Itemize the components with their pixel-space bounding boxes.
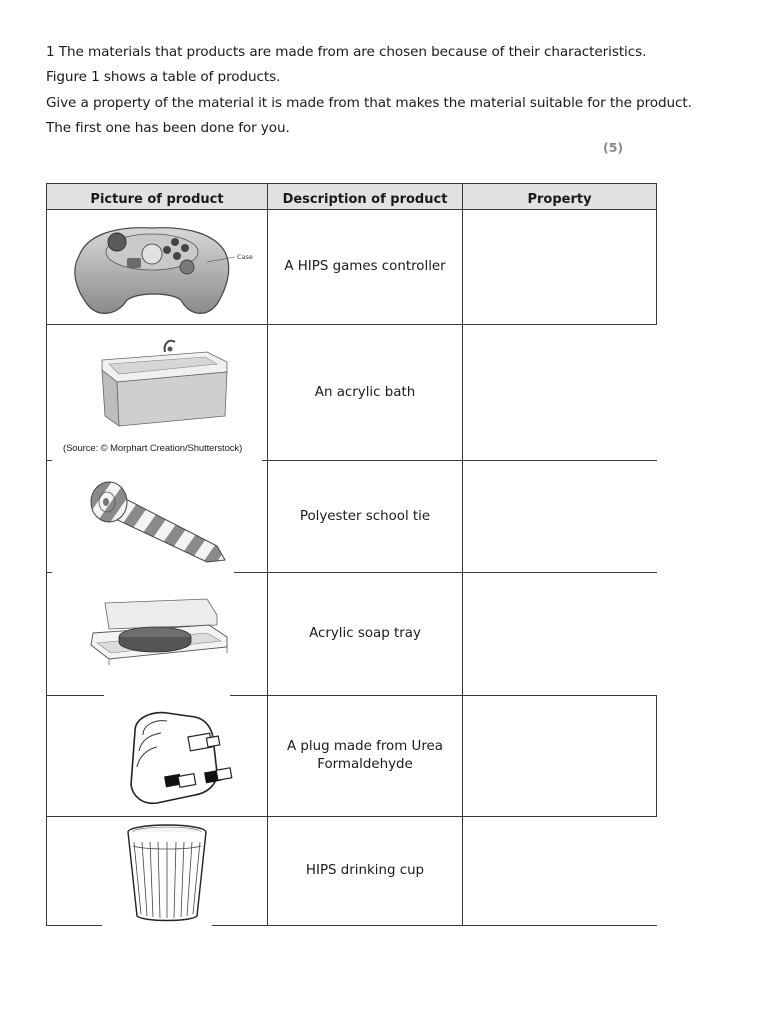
question-line-2: Figure 1 shows a table of products. bbox=[46, 69, 281, 86]
question-line-1: 1 The materials that products are made from are chosen because of their characteristics. bbox=[46, 44, 647, 60]
property-cell[interactable] bbox=[462, 817, 657, 925]
bath-image bbox=[57, 324, 257, 444]
property-cell[interactable] bbox=[462, 696, 657, 816]
property-cell[interactable] bbox=[462, 461, 657, 572]
table-row bbox=[46, 461, 657, 573]
property-cell[interactable] bbox=[462, 210, 657, 324]
table-header-row bbox=[46, 183, 657, 210]
property-cell[interactable] bbox=[462, 325, 657, 460]
picture-cell bbox=[46, 573, 267, 695]
header-property: Property bbox=[462, 184, 657, 209]
marks-label: (5) bbox=[603, 140, 624, 155]
question-line-3: Give a property of the material it is made from that makes the material suitable for the product. bbox=[46, 94, 692, 111]
question-line-4: The first one has been done for you. bbox=[46, 120, 290, 137]
description-cell: Acrylic soap tray bbox=[267, 573, 462, 695]
picture-cell bbox=[46, 817, 267, 925]
description-cell: Polyester school tie bbox=[267, 461, 462, 572]
picture-cell bbox=[46, 210, 267, 324]
drinking-cup-image bbox=[57, 818, 257, 924]
picture-cell bbox=[46, 461, 267, 572]
case-label: Case bbox=[237, 253, 253, 261]
tie-image bbox=[57, 464, 257, 569]
products-table bbox=[46, 183, 657, 926]
picture-cell bbox=[46, 325, 267, 460]
table-row bbox=[46, 696, 657, 817]
table-row bbox=[46, 817, 657, 926]
table-row bbox=[46, 325, 657, 461]
table-row bbox=[46, 573, 657, 696]
image-source-caption: (Source: © Morphart Creation/Shutterstock) bbox=[63, 443, 243, 454]
header-picture: Picture of product bbox=[46, 184, 267, 209]
description-cell: An acrylic bath bbox=[267, 325, 462, 460]
soap-tray-image bbox=[57, 579, 257, 689]
picture-cell bbox=[46, 696, 267, 816]
description-cell: A plug made from Urea Formaldehyde bbox=[267, 696, 462, 816]
description-cell: HIPS drinking cup bbox=[267, 817, 462, 925]
question-text bbox=[46, 43, 726, 145]
games-controller-image bbox=[57, 212, 257, 322]
plug-image bbox=[57, 701, 257, 811]
table-row bbox=[46, 210, 657, 325]
property-cell[interactable] bbox=[462, 573, 657, 695]
description-cell: A HIPS games controller bbox=[267, 210, 462, 324]
header-description: Description of product bbox=[267, 184, 462, 209]
